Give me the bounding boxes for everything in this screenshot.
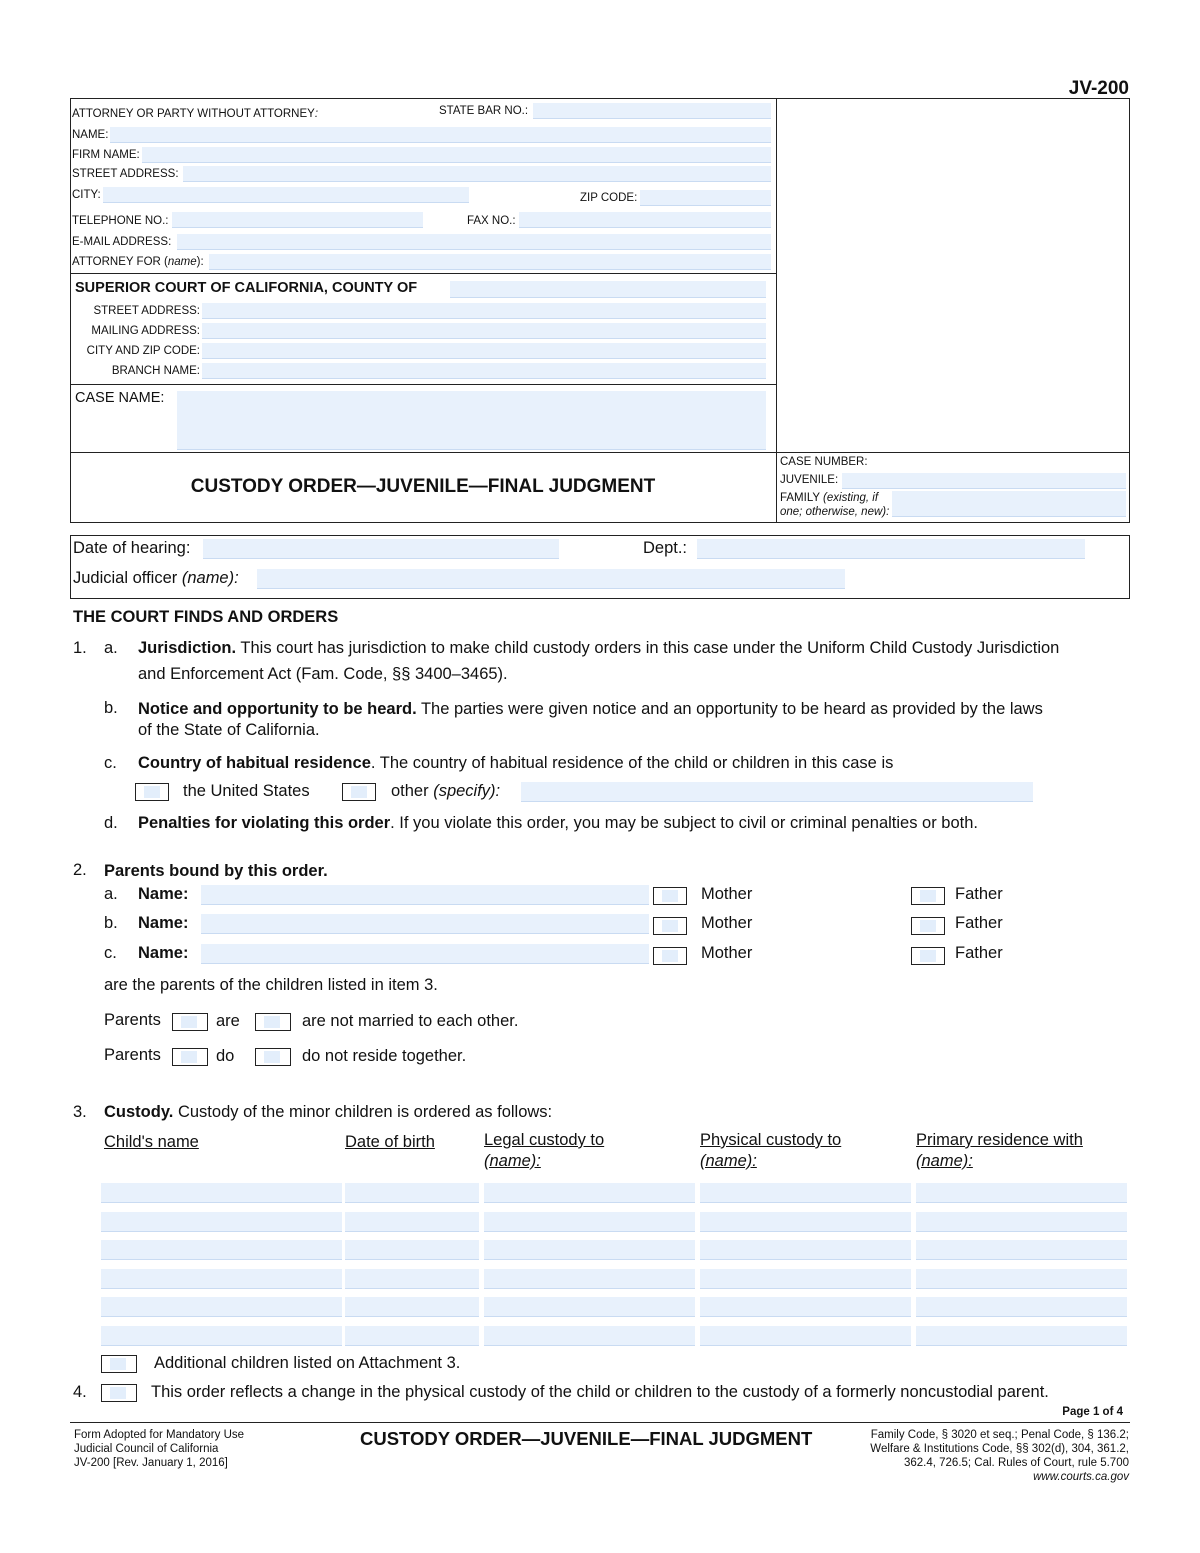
- item3-text: Custody. Custody of the minor children is ordered as follows:: [104, 1103, 553, 1121]
- col-primary-residence: Primary residence with (name):: [916, 1131, 1083, 1170]
- col-legal-custody: Legal custody to (name):: [484, 1131, 605, 1170]
- court-street-label: STREET ADDRESS:: [93, 305, 200, 317]
- item1d-letter: d.: [104, 814, 118, 832]
- united-states-label: the United States: [183, 782, 310, 800]
- custody-row-5-child-name-field[interactable]: [101, 1297, 342, 1317]
- fax-field[interactable]: [519, 212, 771, 228]
- dept-label: Dept.:: [643, 539, 688, 557]
- custody-row-2-primary-residence-field[interactable]: [916, 1212, 1127, 1232]
- parent-b-name-field[interactable]: [201, 914, 649, 934]
- item1a-letter: a.: [104, 639, 118, 657]
- page-number: Page 1 of 4: [1062, 1406, 1123, 1418]
- juvenile-number-field[interactable]: [842, 473, 1126, 489]
- case-name-label: CASE NAME:: [75, 390, 165, 406]
- family-label: FAMILY (existing, if one; otherwise, new):: [780, 492, 890, 518]
- custody-row-6-primary-residence-field[interactable]: [916, 1326, 1127, 1346]
- custody-change-checkbox[interactable]: [101, 1384, 137, 1402]
- item1b-letter: b.: [104, 699, 118, 717]
- dept-field[interactable]: [697, 539, 1085, 559]
- united-states-checkbox[interactable]: [135, 783, 169, 801]
- fax-label: FAX NO.:: [467, 215, 516, 227]
- court-mailing-label: MAILING ADDRESS:: [91, 325, 200, 337]
- juvenile-label: JUVENILE:: [780, 474, 839, 486]
- custody-row-2-legal-custody-field[interactable]: [484, 1212, 695, 1232]
- tel-label: TELEPHONE NO.:: [72, 215, 169, 227]
- custody-row-5-physical-custody-field[interactable]: [700, 1297, 911, 1317]
- custody-row-5-legal-custody-field[interactable]: [484, 1297, 695, 1317]
- custody-row-1-legal-custody-field[interactable]: [484, 1183, 695, 1203]
- custody-row-6-child-name-field[interactable]: [101, 1326, 342, 1346]
- parents-reside-checkbox[interactable]: [172, 1048, 208, 1066]
- state-bar-label: STATE BAR NO.:: [439, 105, 529, 117]
- parent-a-mother-checkbox[interactable]: [653, 887, 687, 905]
- item3-number: 3.: [73, 1103, 87, 1121]
- street-label: STREET ADDRESS:: [72, 168, 179, 180]
- item1c-text: Country of habitual residence. The country of habitual residence of the child or children in this case is: [138, 754, 894, 772]
- custody-row-4-child-name-field[interactable]: [101, 1269, 342, 1289]
- parent-a-letter: a.: [104, 885, 118, 903]
- item2-title: Parents bound by this order.: [104, 862, 328, 880]
- court-street-field[interactable]: [202, 303, 766, 319]
- other-country-field[interactable]: [521, 782, 1033, 802]
- parents-do-not-label: do not reside together.: [302, 1047, 467, 1065]
- court-city-zip-field[interactable]: [202, 343, 766, 359]
- parents-are-married-checkbox[interactable]: [172, 1013, 208, 1031]
- attorney-label: ATTORNEY OR PARTY WITHOUT ATTORNEY:: [72, 108, 319, 120]
- parent-c-father-checkbox[interactable]: [911, 947, 945, 965]
- city-label: CITY:: [72, 189, 101, 201]
- form-title: CUSTODY ORDER—JUVENILE—FINAL JUDGMENT: [190, 476, 656, 497]
- additional-children-checkbox[interactable]: [101, 1355, 137, 1373]
- custody-row-3-date-of-birth-field[interactable]: [345, 1240, 479, 1260]
- custody-row-3-child-name-field[interactable]: [101, 1240, 342, 1260]
- item1-number: 1.: [73, 639, 87, 657]
- header-divider: [776, 98, 777, 523]
- footer-right: Family Code, § 3020 et seq.; Penal Code, § 136.2; Welfare & Institutions Code, §§ 302(d), 304, 361.2, 362.4, 726.5; Cal. Rules of Court, rule 5.700 www.courts.ca.gov: [870, 1429, 1129, 1483]
- tel-field[interactable]: [172, 212, 423, 228]
- attorney-for-field[interactable]: [209, 254, 771, 270]
- parent-c-father-label: Father: [955, 944, 1003, 962]
- name-label: NAME:: [72, 129, 109, 141]
- parent-b-mother-checkbox[interactable]: [653, 917, 687, 935]
- parent-a-father-label: Father: [955, 885, 1003, 903]
- judicial-officer-field[interactable]: [257, 569, 845, 589]
- findings-title: THE COURT FINDS AND ORDERS: [73, 608, 339, 626]
- custody-row-5-primary-residence-field[interactable]: [916, 1297, 1127, 1317]
- other-country-checkbox[interactable]: [342, 783, 376, 801]
- case-number-label: CASE NUMBER:: [780, 456, 868, 468]
- custody-row-3-physical-custody-field[interactable]: [700, 1240, 911, 1260]
- item1c-letter: c.: [104, 754, 117, 772]
- footer-title: CUSTODY ORDER—JUVENILE—FINAL JUDGMENT: [360, 1428, 813, 1449]
- parents-are-not-label: are not married to each other.: [302, 1012, 519, 1030]
- custody-row-3-legal-custody-field[interactable]: [484, 1240, 695, 1260]
- parent-b-letter: b.: [104, 914, 118, 932]
- custody-row-1-child-name-field[interactable]: [101, 1183, 342, 1203]
- parent-b-father-checkbox[interactable]: [911, 917, 945, 935]
- hearing-date-field[interactable]: [203, 539, 559, 559]
- city-field[interactable]: [103, 187, 469, 203]
- firm-field[interactable]: [142, 147, 771, 163]
- parent-c-mother-checkbox[interactable]: [653, 947, 687, 965]
- parents-are-label: are: [216, 1012, 240, 1030]
- parents-are-not-married-checkbox[interactable]: [255, 1013, 291, 1031]
- custody-row-4-physical-custody-field[interactable]: [700, 1269, 911, 1289]
- custody-row-5-date-of-birth-field[interactable]: [345, 1297, 479, 1317]
- parent-c-name-field[interactable]: [201, 944, 649, 964]
- zip-field[interactable]: [640, 190, 771, 206]
- county-field[interactable]: [450, 281, 766, 298]
- email-label: E-MAIL ADDRESS:: [72, 236, 172, 248]
- other-country-label: other (specify):: [391, 782, 501, 800]
- item1d-text: Penalties for violating this order. If you violate this order, you may be subject to civil or criminal penalties or both.: [138, 814, 979, 832]
- item1a-text: Jurisdiction. This court has jurisdiction to make child custody orders in this case under the Uniform Child Custody Jurisdiction and Enforcement Act (Fam. Code, §§ 3400–3465).: [138, 639, 1060, 683]
- custody-row-2-child-name-field[interactable]: [101, 1212, 342, 1232]
- court-mailing-field[interactable]: [202, 323, 766, 339]
- custody-row-4-primary-residence-field[interactable]: [916, 1269, 1127, 1289]
- footer-left: Form Adopted for Mandatory Use Judicial Council of California JV-200 [Rev. January 1, 2016]: [74, 1429, 245, 1469]
- item4-number: 4.: [73, 1383, 87, 1401]
- zip-label: ZIP CODE:: [580, 192, 638, 204]
- reside-parents-label: Parents: [104, 1046, 161, 1064]
- custody-row-2-date-of-birth-field[interactable]: [345, 1212, 479, 1232]
- custody-row-4-date-of-birth-field[interactable]: [345, 1269, 479, 1289]
- parent-c-mother-label: Mother: [701, 944, 753, 962]
- col-date-of-birth: Date of birth: [345, 1133, 435, 1151]
- married-parents-label: Parents: [104, 1011, 161, 1029]
- item2-number: 2.: [73, 861, 87, 879]
- custody-row-4-legal-custody-field[interactable]: [484, 1269, 695, 1289]
- judicial-officer-label: Judicial officer (name):: [73, 569, 239, 587]
- custody-row-6-legal-custody-field[interactable]: [484, 1326, 695, 1346]
- parent-b-father-label: Father: [955, 914, 1003, 932]
- custody-row-3-primary-residence-field[interactable]: [916, 1240, 1127, 1260]
- parent-b-mother-label: Mother: [701, 914, 753, 932]
- custody-row-2-physical-custody-field[interactable]: [700, 1212, 911, 1232]
- form-id: JV-200: [1068, 78, 1129, 99]
- hearing-date-label: Date of hearing:: [73, 539, 191, 557]
- custody-row-6-physical-custody-field[interactable]: [700, 1326, 911, 1346]
- parent-a-name-label: Name:: [138, 885, 189, 903]
- parent-a-name-field[interactable]: [201, 885, 649, 905]
- footer-divider: [70, 1422, 1130, 1423]
- additional-children-label: Additional children listed on Attachment 3.: [154, 1354, 461, 1372]
- attorney-for-label: ATTORNEY FOR (name):: [72, 256, 204, 268]
- court-branch-label: BRANCH NAME:: [111, 365, 200, 377]
- parent-b-name-label: Name:: [138, 914, 189, 932]
- name-field[interactable]: [110, 127, 771, 143]
- street-field[interactable]: [183, 166, 771, 182]
- custody-row-1-primary-residence-field[interactable]: [916, 1183, 1127, 1203]
- custody-row-1-physical-custody-field[interactable]: [700, 1183, 911, 1203]
- col-child-name: Child's name: [104, 1133, 199, 1151]
- parent-c-name-label: Name:: [138, 944, 189, 962]
- court-city-zip-label: CITY AND ZIP CODE:: [86, 345, 200, 357]
- parent-c-letter: c.: [104, 944, 117, 962]
- family-number-field[interactable]: [892, 491, 1126, 517]
- custody-row-1-date-of-birth-field[interactable]: [345, 1183, 479, 1203]
- court-title: SUPERIOR COURT OF CALIFORNIA, COUNTY OF: [75, 280, 418, 296]
- parents-do-not-reside-checkbox[interactable]: [255, 1048, 291, 1066]
- state-bar-field[interactable]: [533, 103, 771, 119]
- parent-a-father-checkbox[interactable]: [911, 887, 945, 905]
- item4-text: This order reflects a change in the physical custody of the child or children to the custody of a formerly noncustodial parent.: [151, 1383, 1049, 1401]
- case-name-field[interactable]: [177, 391, 766, 450]
- email-field[interactable]: [177, 234, 771, 250]
- item1b-text: Notice and opportunity to be heard. The parties were given notice and an opportunity to be heard as provided by the laws of the State of California.: [138, 700, 1043, 739]
- firm-label: FIRM NAME:: [72, 149, 140, 161]
- parents-statement: are the parents of the children listed in item 3.: [104, 976, 438, 994]
- col-physical-custody: Physical custody to (name):: [700, 1131, 842, 1170]
- custody-row-6-date-of-birth-field[interactable]: [345, 1326, 479, 1346]
- parents-do-label: do: [216, 1047, 235, 1065]
- parent-a-mother-label: Mother: [701, 885, 753, 903]
- court-branch-field[interactable]: [202, 363, 766, 379]
